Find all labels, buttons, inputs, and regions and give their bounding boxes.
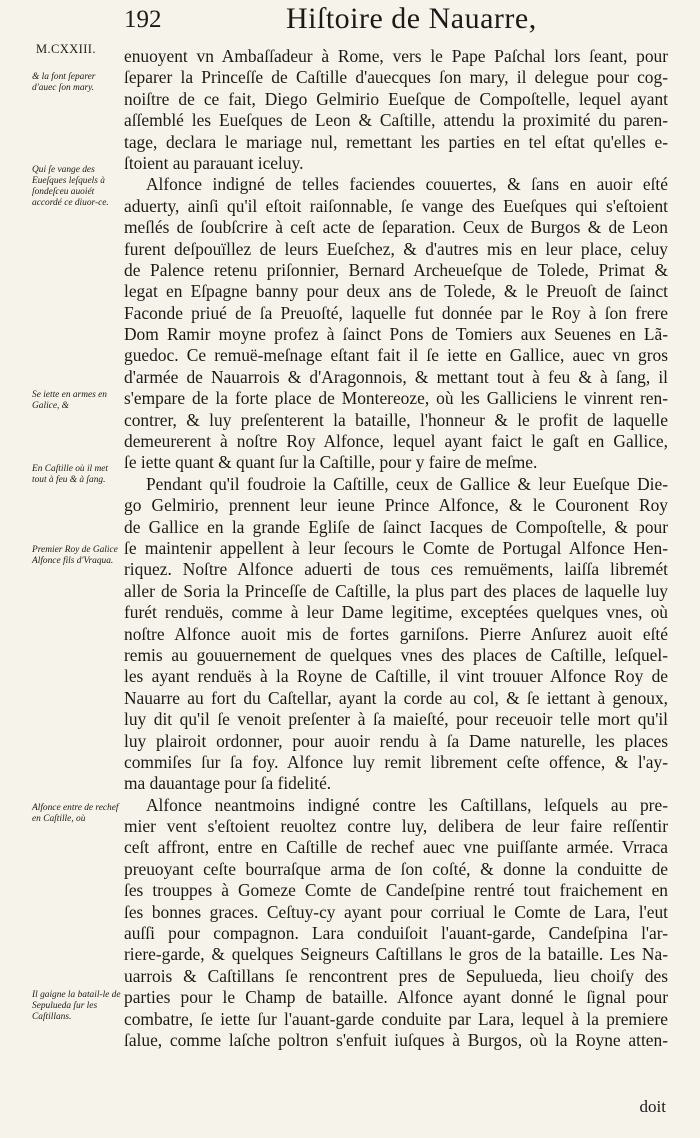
text-line: riquez. Noſtre Alfonce aduerti de tous ces remuëments, laiſſa libremét bbox=[124, 559, 668, 580]
text-line: ſtoient au parauant iceluy. bbox=[124, 152, 304, 173]
text-line: demeurerent à noſtre Roy Alfonce, lequel ayant faict le gaſt en Gallice, bbox=[124, 431, 668, 452]
text-line: remis au gouuernement de quelques vnes des places de Caſtille, leſquel- bbox=[124, 644, 668, 665]
text-line: furét renduës, comme à leur Dame legitime, exceptées quelques vnes, où bbox=[124, 602, 668, 623]
text-line: Nauarre au fort du Caſtellar, ayant la corde au col, & ſe iettant à genoux, bbox=[124, 687, 668, 708]
text-line: luy dit qu'il ſe venoit preſenter à ſa maieſté, pour receuoir telle mort qu'il bbox=[124, 709, 668, 730]
text-line: auſſi pour compagnon. Lara conduiſoit l'auant-garde, Candeſpina l'ar- bbox=[124, 923, 668, 944]
text-line: preuoyant ceſte bourraſque arma de ſon coſté, & donne la conduitte de bbox=[124, 858, 668, 879]
text-line: contrer, & luy preſenterent la bataille, l'honneur & le profit de laquelle bbox=[124, 409, 668, 430]
text-line: ſeparer la Princeſſe de Caſtille d'auecques ſon mary, il delegue pour cog- bbox=[124, 67, 668, 88]
text-line: Alfonce neantmoins indigné contre les Caſtillans, leſquels au pre- bbox=[146, 794, 668, 815]
text-line: enuoyent vn Ambaſſadeur à Rome, vers le Pape Paſchal lors ſeant, pour bbox=[124, 46, 668, 66]
margin-note: Premier Roy de Galice Alfonce fils d'Vraqua. bbox=[32, 545, 118, 566]
text-line: combatre, ſe iette ſur l'auant-garde conduite par Lara, lequel à la premiere bbox=[124, 1008, 668, 1029]
text-line: tage, declara le mariage nul, remettant les parties en tel eſtat qu'elles e- bbox=[124, 131, 668, 152]
text-line: ſes trouppes à Gomeze Comte de Candeſpine rentré tout fraichement en bbox=[124, 880, 668, 901]
text-line: commiſes ſur ſa foy. Alfonce luy remit librement ceſte offence, & l'ay- bbox=[124, 751, 668, 772]
text-line: uarrois & Caſtillans ſe rencontrent pres de Sepulueda, lieu choiſy des bbox=[124, 965, 668, 986]
text-line: go Gelmirio, prennent leur ieune Prince Alfonce, & le Couronent Roy bbox=[124, 495, 668, 516]
catchword: doit bbox=[639, 1097, 666, 1116]
text-line: guedoc. Ce remuë-meſnage eſtant fait il ſe iette en Gallice, auec vn gros bbox=[124, 345, 668, 366]
margin-note: Qui ſe vange des Eueſques leſquels à ſondeſceu auoiét accordé ce diuor-ce. bbox=[32, 165, 109, 208]
text-line bbox=[124, 1051, 668, 1072]
margin-note: Il gaigne la batail-le de Sepulueda ſur les Caſtillans. bbox=[32, 990, 121, 1022]
text-line: legat en Eſpagne banny pour deux ans de Tolede, & le Preuoſt de ſainct bbox=[124, 281, 668, 302]
text-line: noiſtre de ce fait, Diego Gelmirio Eueſque de Compoſtelle, lequel ayant bbox=[124, 88, 668, 109]
text-line: meſlés de ſoubſcrire à ceſt acte de ſeparation. Ceux de Burgos & de Leon bbox=[124, 217, 668, 238]
margin-note: Alfonce entre de rechef en Caſtille, où bbox=[32, 803, 119, 824]
text-line: ſes bonnes graces. Ceſtuy-cy ayant pour corriual le Comte de Lara, l'eut bbox=[124, 901, 668, 922]
margin-note: En Caſtille où il met tout à feu & à ſang. bbox=[32, 464, 109, 485]
body-text bbox=[124, 46, 668, 1073]
text-line: d'armée de Nauarrois & d'Aragonnois, & mettant tout à feu & à ſang, il bbox=[124, 366, 668, 387]
text-line: Dom Ramir moyne profez à ſainct Pons de Tomiers aux Seuenes en Lã- bbox=[124, 324, 668, 345]
margin-year: M.CXXIII. bbox=[36, 42, 96, 56]
page-number: 192 bbox=[124, 6, 162, 33]
text-line: ſe iette quant & quant ſur la Caſtille, pour y faire de meſme. bbox=[124, 452, 538, 473]
text-line: ma dauantage pour ſa fidelité. bbox=[124, 773, 332, 794]
text-line: de Gallice en la grande Egliſe de ſainct Iacques de Compoſtelle, & pour bbox=[124, 516, 668, 537]
running-title: Hiſtoire de Nauarre, bbox=[286, 2, 537, 35]
text-line: noſtre Alfonce auoit mis de fortes garniſons. Pierre Anſurez auoit eſté bbox=[124, 623, 668, 644]
text-line: aduerty, ainſi qu'il eſtoit raiſonnable, ſe vange des Eueſques qui s'eſtoient bbox=[124, 195, 668, 216]
text-line: s'empare de la forte place de Montereoze, où les Galliciens le vinrent ren- bbox=[124, 388, 668, 409]
text-line: de Palence retenu priſonnier, Bernard Archeueſque de Tolede, Primat & bbox=[124, 259, 668, 280]
text-line: riere-garde, & quelques Seigneurs Caſtillans le gros de la bataille. Les Na- bbox=[124, 944, 668, 965]
text-line: les ayant renduës à la Royne de Caſtille, il vint trouuer Alfonce Roy de bbox=[124, 666, 668, 687]
text-line: ſalue, comme laſche poltron s'enfuit iuſques à Burgos, où la Royne atten- bbox=[124, 1029, 668, 1050]
text-line: furent deſpouïllez de leurs Eueſchez, & d'autres mis en leur place, celuy bbox=[124, 238, 668, 259]
text-line: parties pour le Champ de bataille. Alfonce ayant donné le ſignal pour bbox=[124, 987, 668, 1008]
text-line: Faconde priué de ſa Preuoſté, laquelle fut donnée par le Roy à ſon frere bbox=[124, 302, 668, 323]
text-line: aller de Soria la Princeſſe de Caſtille, la plus part des places de laquelle luy bbox=[124, 580, 668, 601]
text-line: ceſt affront, entre en Caſtille de rechef auec vne puiſſante armée. Vrraca bbox=[124, 837, 668, 858]
text-line: luy plairoit ordonner, pour auoir rendu à ſa Dame naturelle, les places bbox=[124, 730, 668, 751]
text-line: aſſemblé les Eueſques de Leon & Caſtille, attendu la proximité du paren- bbox=[124, 110, 668, 131]
text-line: Pendant qu'il foudroie la Caſtille, ceux de Gallice & leur Eueſque Die- bbox=[146, 473, 668, 494]
page-header bbox=[0, 0, 700, 42]
margin-note: Se iette en armes en Galice, & bbox=[32, 390, 107, 411]
margin-note: & la font ſeparer d'auec ſon mary. bbox=[32, 72, 96, 93]
text-line: Alfonce indigné de telles faciendes couuertes, & ſans en auoir eſté bbox=[146, 174, 668, 195]
text-line: ſe maintenir appellent à leur ſecours le Comte de Portugal Alfonce Hen- bbox=[124, 537, 668, 558]
text-line: mier vent s'eſtoient reuoltez contre luy, delibera de leur faire reſſentir bbox=[124, 816, 668, 837]
